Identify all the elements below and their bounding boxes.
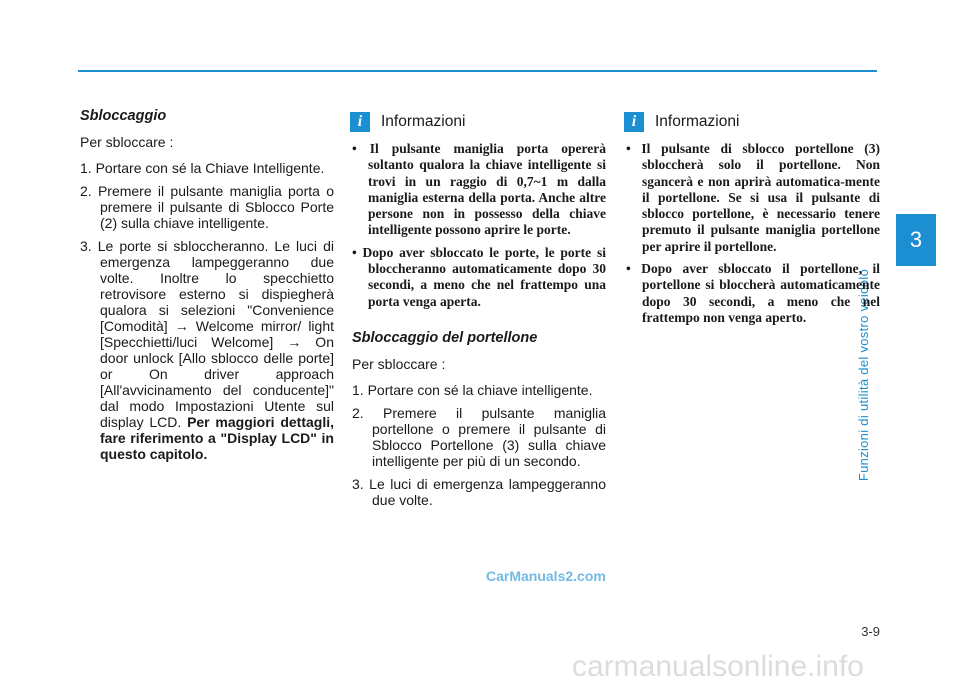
info-title: Informazioni [381, 113, 466, 130]
info-bullets [626, 141, 880, 326]
watermark-link[interactable]: CarManuals2.com [486, 568, 606, 584]
intro-text: Per sbloccare : [80, 134, 174, 150]
column-middle [352, 108, 606, 515]
column-right [626, 108, 880, 332]
info-icon: i [624, 112, 644, 132]
info-header [350, 112, 606, 132]
step-3 [80, 238, 334, 462]
sub-step-1: 1. Portare con sé la chiave intelligente. [352, 381, 593, 398]
section-title-sbloccaggio: Sbloccaggio [80, 108, 167, 124]
info-bullet: • Dopo aver sbloccato le porte, le porte si bloccheranno automaticamente dopo 30 secondi, a meno che nel frattempo una porta venga aperta. [352, 244, 606, 309]
sub-intro-text: Per sbloccare : [352, 355, 446, 372]
info-header [624, 112, 880, 132]
step-3-bold-reference: Per maggiori dettagli, fare riferimento a "Display LCD" in questo capitolo. [100, 414, 334, 462]
info-icon: i [350, 112, 370, 132]
step-2: 2. Premere il pulsante maniglia porta o premere il pulsante di Sblocco Porte (2) sulla chiave intelligente. [80, 183, 334, 231]
info-bullet: • Dopo aver sbloccato il portellone, il portellone si bloccherà automaticamente dopo 30 secondi, a meno che nel frattempo non venga aperto. [626, 261, 880, 325]
section-title-portellone: Sbloccaggio del portellone [352, 329, 538, 346]
info-title: Informazioni [655, 113, 740, 130]
column-left [80, 108, 334, 469]
page-number: 3-9 [861, 624, 880, 639]
steps-list [80, 160, 334, 462]
header-rule [78, 70, 877, 72]
chapter-tab: 3 [896, 214, 936, 266]
step-3-text: 3. Le porte si sbloccheranno. Le luci di emergenza lampeggeranno due volte. Inoltre lo specchietto retrovisore esterno si dispiegherà qualora si selezioni "Convenience [Comodità] → Welcome mirror/ light [Specchietti/luci Welcome] → On door unlock [Allo sblocco delle porte] or On driver approach [All'avvicinamento del conducente]" dal modo Impostazioni Utente sul display LCD. [80, 238, 334, 430]
info-bullets [352, 141, 606, 310]
bottom-watermark: carmanualsonline.info [572, 650, 864, 683]
sub-steps-list [352, 382, 606, 508]
sub-step-3: 3. Le luci di emergenza lampeggeranno due volte. [352, 475, 606, 508]
chapter-title: Funzioni di utilità del vostro veicolo [856, 268, 871, 482]
step-1: 1. Portare con sé la Chiave Intelligente. [80, 160, 325, 176]
info-bullet: • Il pulsante di sblocco portellone (3) sbloccherà solo il portellone. Non sgancerà e non aprirà automatica-mente il portellone. Se si usa il pulsante di sblocco portellone, è necessario tenere premuto il pulsante maniglia portellone per aprire il portellone. [626, 141, 880, 254]
info-bullet: • Il pulsante maniglia porta opererà soltanto qualora la chiave intelligente si trovi in un raggio di 0,7~1 m dalla maniglia esterna della porta. Anche altre persone non in possesso della chiave intelligente possono aprire le porte. [352, 141, 606, 238]
sub-step-2: 2. Premere il pulsante maniglia portellone o premere il pulsante di Sblocco Portellone (3) sulla chiave intelligente per più di un secondo. [352, 404, 606, 469]
